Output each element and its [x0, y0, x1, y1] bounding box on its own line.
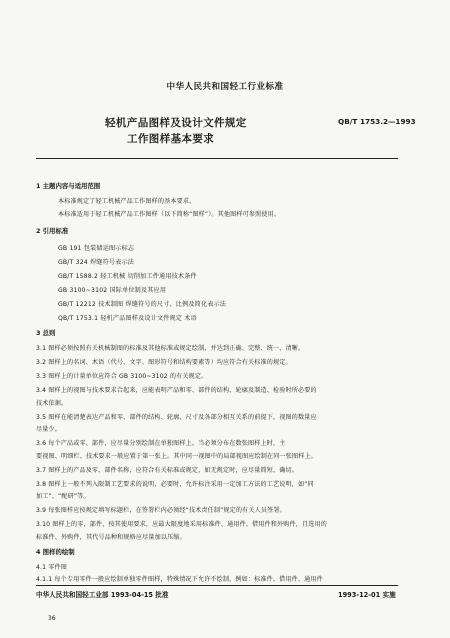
document-subtitle: 工作图样基本要求 [127, 133, 215, 145]
header-divider [36, 158, 398, 159]
issuing-body-header: 中华人民共和国轻工行业标准 [166, 82, 284, 92]
section-2-heading: 2 引用标准 [36, 227, 69, 235]
section-3-heading: 3 总则 [36, 329, 56, 337]
reference-item: GB 3100~3102 国际单位制及其应用 [58, 287, 167, 294]
clause-text: 3.10 图样上的零、部件，按其使用要求，应最大限度地采用标准件、通用件、借用件和外购件，且选用的 [36, 521, 327, 528]
approval-line: 中华人民共和国轻工业部 1993-04-15 批准 [36, 590, 169, 599]
reference-item: GB/T 324 焊缝符号表示法 [58, 259, 135, 266]
clause-4-1-1: 4.1.1 每个专用零件一般应绘制单独零件图样，特殊情况下允许不绘制，例如：标准件、借用件、通用件 [36, 575, 323, 583]
document-title: 轻机产品图样及设计文件规定 [105, 117, 247, 129]
page-number: 36 [48, 614, 56, 622]
reference-item: GB 191 包装储运图示标志 [58, 245, 135, 252]
implementation-date: 1993-12-01 实施 [338, 590, 396, 599]
clause-text: 3.3 图样上的计量单位应符合 GB 3100~3102 的有关规定。 [36, 373, 208, 380]
clause-text-continued: 标准件、外购件，其代号品种和规格应尽量加以压缩。 [36, 533, 186, 541]
section-4-heading: 4 图样的绘制 [36, 547, 75, 556]
standard-number: QB/T 1753.2—1993 [338, 117, 416, 126]
footer-divider [36, 585, 398, 586]
clause-text-continued: 要视图、明细栏、技术要求一般应置于第一张上。其中同一视图中的局部视图应绘制在同一张图样上。 [36, 452, 317, 460]
clause-text: 3.6 每个产品或零、部件，应尽量分别绘制在单独图样上。当必须分布在数张图样上时，主 [36, 440, 286, 447]
clause-text: 3.8 图样上一般不列入限制工艺要求的说明，必要时，允许标注采用一定加工方法的工艺说明，如“同 [36, 480, 314, 488]
clause-text-continued: 尽量少。 [36, 426, 61, 433]
clause-text: 3.5 图样在能清楚表达产品和零、部件的结构、轮廓、尺寸及各部分相互关系的前提下，视图的数量应 [36, 413, 317, 421]
clause-text-continued: 技术依据。 [36, 399, 68, 407]
clause-4-1-visible: 4.1 零件图 [36, 563, 67, 571]
clause-text: 3.1 图样必须按照有关机械制图的标准及其他标准或规定绘制，并达到正确、完整、统一、清晰。 [36, 345, 305, 352]
reference-item: QB/T 1753.1 轻机产品图样及设计文件规定 术语 [58, 315, 197, 322]
clause-text: 3.9 每张图样应按规定填写标题栏，在签署栏内必须经“技术责任制”规定的有关人员签署。 [36, 507, 286, 514]
reference-item: GB/T 1588.2 轻工机械 切削加工件通用技术条件 [58, 273, 197, 280]
reference-item: GB/T 12212 技术制图 焊缝符号的尺寸、比例及简化表示法 [58, 301, 227, 308]
clause-text: 3.4 图样上的视图与技术要求合起来，应能表明产品和零、部件的结构、轮廓及制造、检验时所必要的 [36, 387, 317, 394]
clause-text-continued: 加工”、“配研”等。 [36, 493, 90, 500]
section-1-paragraph: 本标准适用于轻工机械产品工作图样（以下简称“图样”）。其他图样可参照使用。 [58, 211, 281, 218]
clause-text: 3.2 图样上的名词、术语（代号、文字、图形符号和结构要素等）均应符合有关标准的规定。 [36, 359, 292, 366]
section-1-heading: 1 主题内容与适用范围 [36, 182, 101, 190]
clause-text: 3.7 图样上的产品及零、部件名称，应符合有关标准或规定，如无规定时，应尽量简短、确切。 [36, 466, 298, 474]
section-1-paragraph: 本标准规定了轻工机械产品工作图样的基本要求。 [58, 198, 196, 205]
